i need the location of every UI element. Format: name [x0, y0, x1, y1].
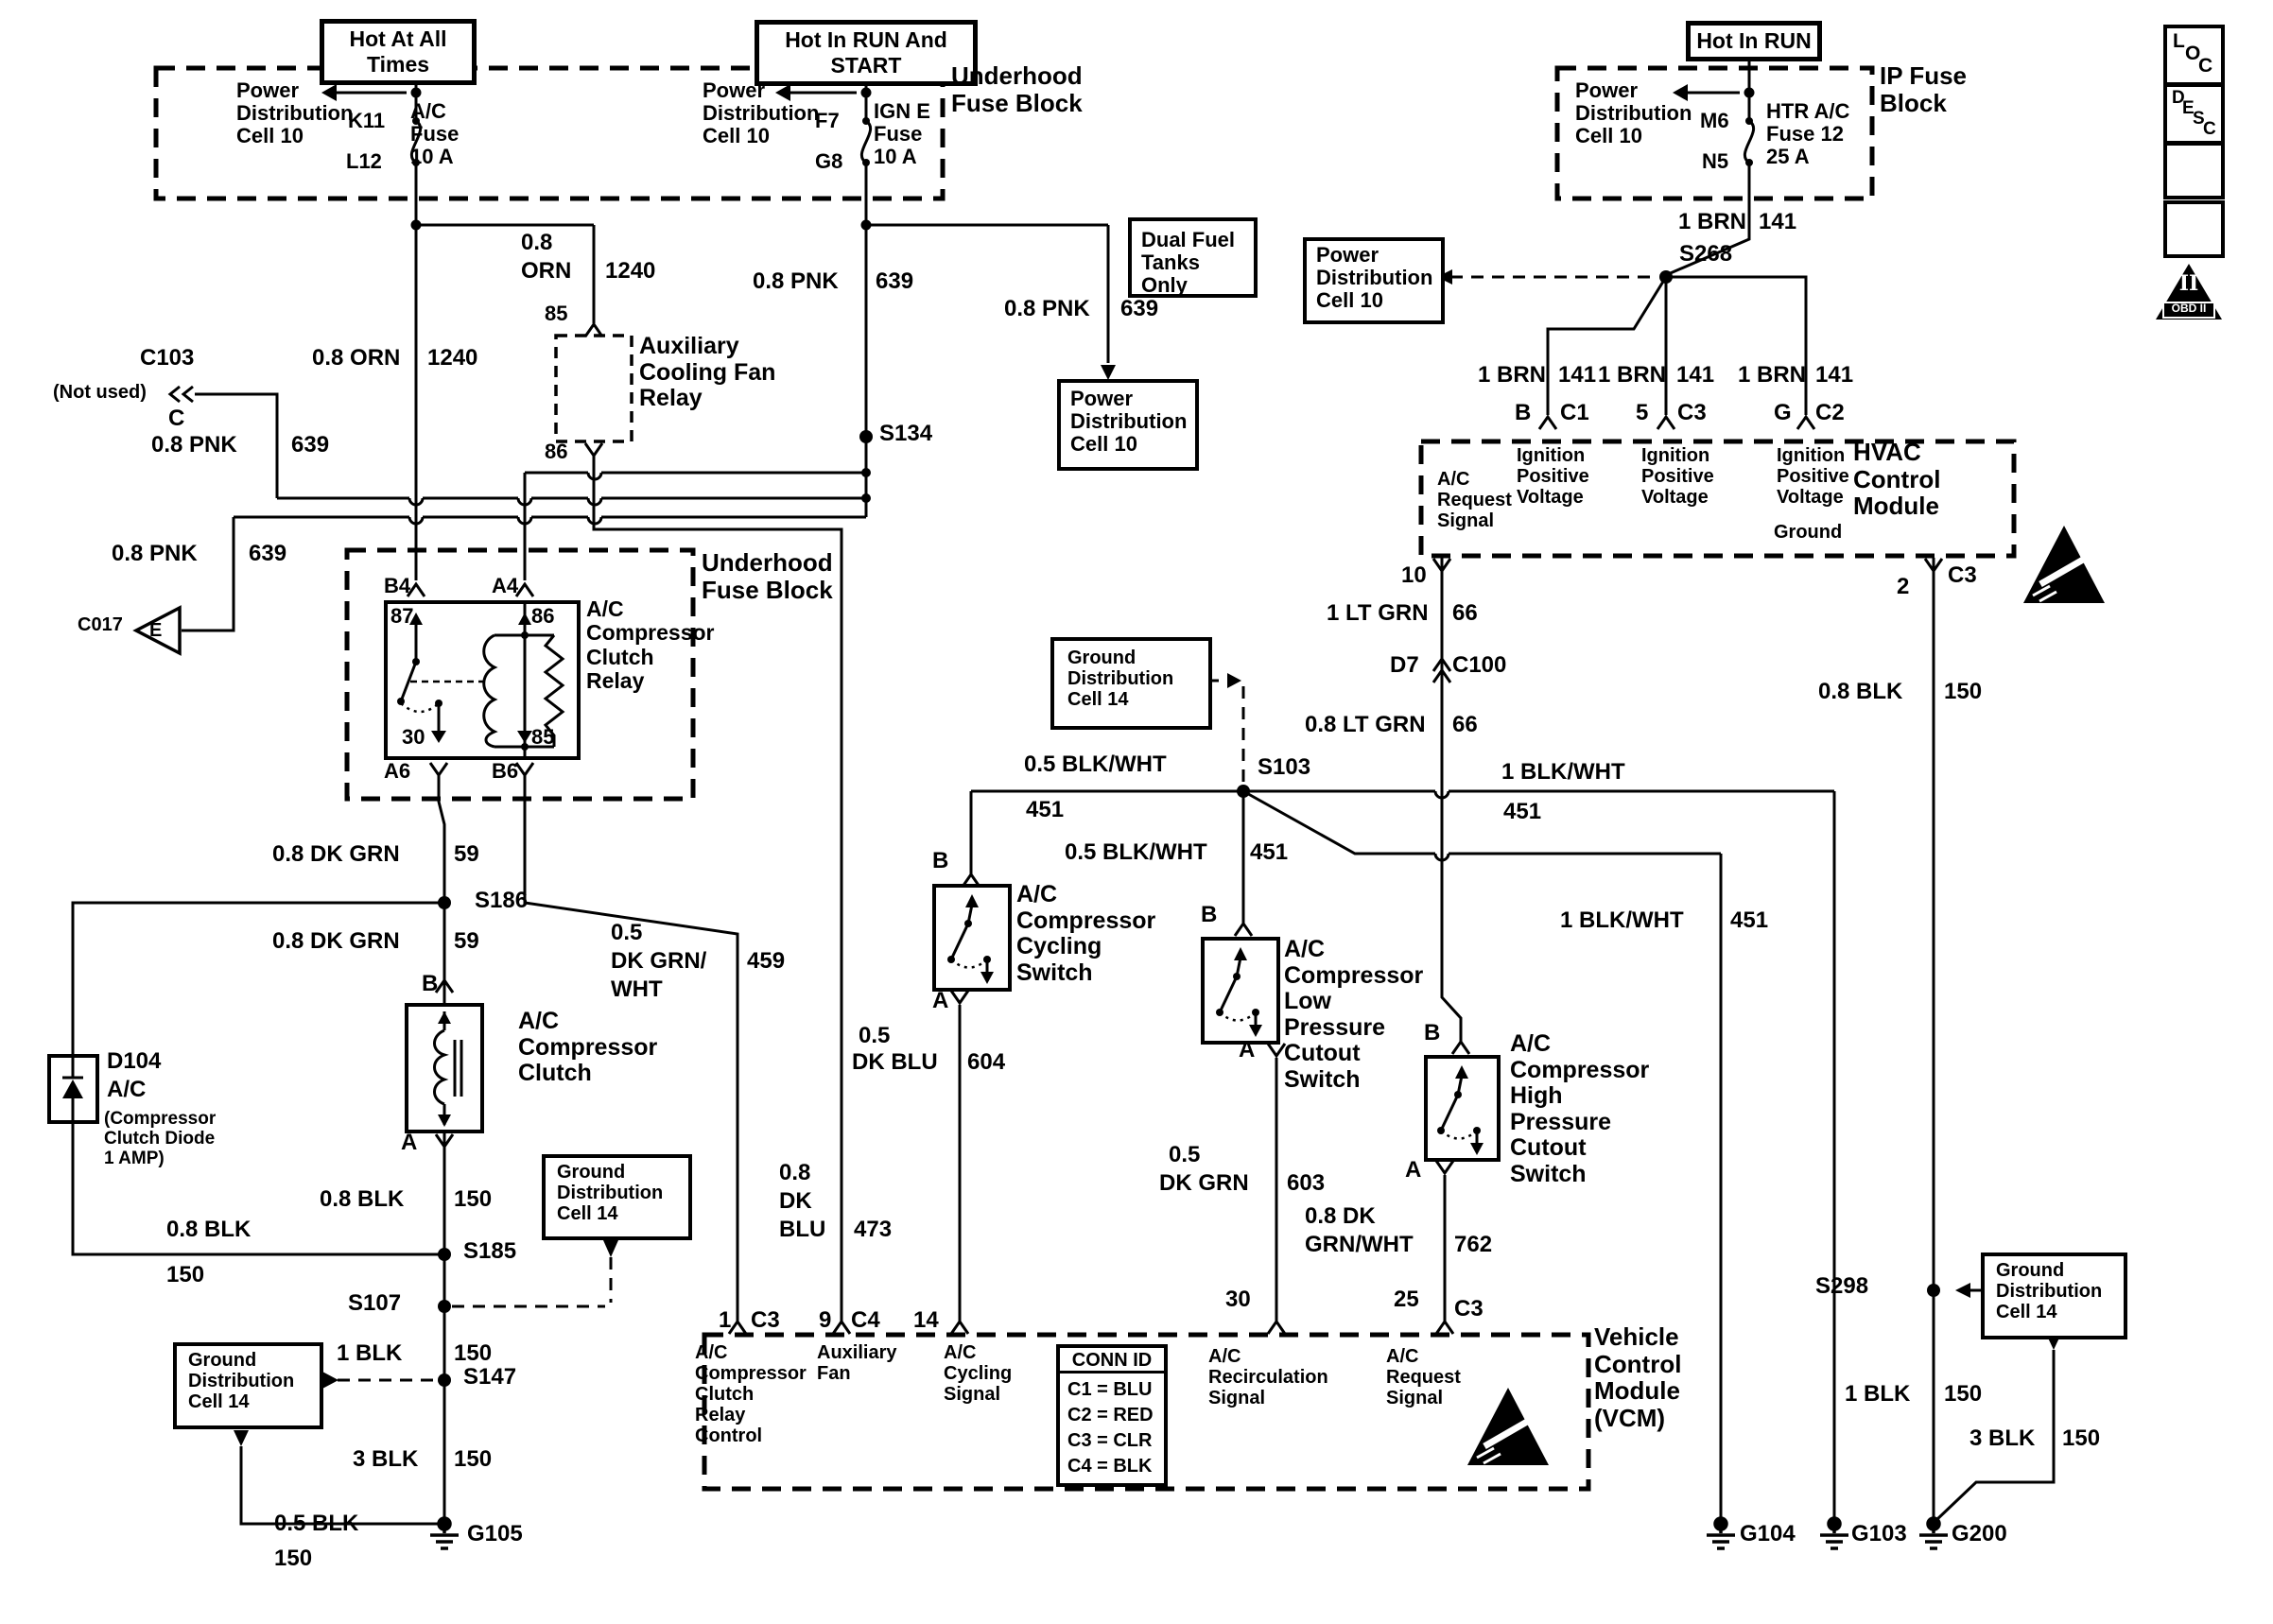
- underhood-fuse-block-label: Underhood Fuse Block: [951, 61, 1083, 117]
- obd-ii-numeral: II: [2178, 271, 2199, 296]
- hot-at-all-times-header: Hot At All Times: [320, 19, 477, 85]
- forward-button[interactable]: [2163, 142, 2225, 199]
- vcm-pin-25: 25: [1394, 1287, 1419, 1312]
- ground-dist-box-mid: [542, 1154, 692, 1240]
- fuse-symbols: [411, 121, 1753, 163]
- ac-clutch-relay-label: A/C Compressor Clutch Relay: [586, 596, 715, 693]
- module-dashed-boxes: [156, 68, 2014, 1489]
- wire-dkblu-604: DK BLU: [852, 1049, 938, 1075]
- wire-blk-150: 0.5 BLK: [274, 1511, 359, 1536]
- splice-label-s134: S134: [879, 421, 933, 446]
- vcm-pin-9-c4: C4: [851, 1307, 880, 1333]
- wire-dkblu-604: 0.5: [859, 1023, 891, 1048]
- hvac-pin-2-c3: C3: [1948, 562, 1977, 588]
- wire-orn-aux: 0.8: [521, 230, 553, 255]
- connector-label-c103: C103: [140, 345, 195, 371]
- wire-dkgrnwht-459: WHT: [611, 976, 663, 1002]
- wire-dkblu-473: BLU: [779, 1217, 826, 1242]
- wire-brn-141-num: 141: [1558, 362, 1597, 388]
- wire-blk-150: 0.8 BLK: [320, 1186, 405, 1212]
- relay-pin-a4: A4: [492, 574, 519, 597]
- diode-desc: (Compressor Clutch Diode 1 AMP): [104, 1109, 217, 1168]
- hvac-module-label: HVAC Control Module: [1853, 438, 1941, 521]
- hvac-pin-c2: C2: [1815, 400, 1845, 425]
- cycling-switch-label: A/C Compressor Cycling Switch: [1016, 881, 1156, 986]
- high-pressure-switch-label: A/C Compressor High Pressure Cutout Switch: [1510, 1030, 1650, 1187]
- ground-label-g200: G200: [1952, 1521, 2007, 1546]
- aux-cooling-fan-relay-label: Auxiliary Cooling Fan Relay: [639, 333, 776, 411]
- wire-blk-150-num: 150: [1944, 1381, 1983, 1407]
- desc-letter: E: [2182, 98, 2195, 118]
- splice-label-s147: S147: [463, 1364, 517, 1390]
- wire-ltgrn-66-num: 66: [1452, 712, 1478, 737]
- hvac-ign-voltage: Ignition Positive Voltage: [1641, 445, 1714, 508]
- ground-dist-box-left: [173, 1342, 323, 1429]
- vcm-pin-25-c3: C3: [1454, 1296, 1484, 1322]
- power-dist-ref: Power Distribution Cell 10: [236, 78, 354, 148]
- splice-s103: [1237, 785, 1250, 798]
- splice-s298: [1927, 1284, 1940, 1297]
- fuse-htr-bottom-pin: N5: [1702, 149, 1729, 173]
- wire-blkwht-451-num: 451: [1730, 907, 1769, 933]
- wire-blk-150-num: 150: [454, 1446, 493, 1472]
- esd-icon-hvac: [2023, 526, 2105, 603]
- wire-dkblu-604-num: 604: [967, 1049, 1006, 1075]
- relay-pin-86: 86: [531, 604, 555, 628]
- gd-left-arrow: [234, 1430, 249, 1446]
- loc-letter: C: [2198, 55, 2213, 77]
- obd-ii-label: OBD II: [2171, 302, 2207, 315]
- ground-label-g104: G104: [1740, 1521, 1796, 1546]
- connector-c017-terminal: E: [149, 620, 163, 641]
- s103-ref-arrow: [1227, 673, 1241, 688]
- vcm-recirc-signal: A/C Recirculation Signal: [1208, 1346, 1328, 1408]
- hvac-pin-g: G: [1774, 400, 1792, 425]
- wire-dkgrn-59-num: 59: [454, 841, 479, 867]
- hot-in-run-and-start-header: Hot In RUN And START: [755, 20, 978, 86]
- splice-label-s185: S185: [463, 1238, 517, 1264]
- wire-pnk-639: 0.8 PNK: [112, 541, 198, 566]
- power-dist-label: Power Distribution Cell 10: [1316, 243, 1433, 313]
- wire-blk-150-num: 150: [2062, 1425, 2101, 1451]
- aux-relay-pin-85: 85: [545, 302, 568, 325]
- relay-pin-87: 87: [390, 604, 414, 628]
- s107-ref-arrow: [603, 1240, 618, 1257]
- aux-cooling-fan-relay-box: [556, 336, 632, 441]
- ground-dist-label: Ground Distribution Cell 14: [1067, 648, 1174, 710]
- conn-id-title: CONN ID: [1060, 1350, 1164, 1373]
- aux-relay-pin-86: 86: [545, 440, 568, 463]
- dual-fuel-arrow: [1101, 365, 1116, 380]
- wire-blkwht-451-num: 451: [1250, 839, 1289, 865]
- wire-blk-150: 1 BLK: [1845, 1381, 1911, 1407]
- fuse-htr-name: HTR A/C Fuse 12 25 A: [1766, 99, 1850, 169]
- dual-fuel-box: [1128, 217, 1258, 298]
- ground-dist-label: Ground Distribution Cell 14: [1996, 1260, 2103, 1322]
- wire-pnk-639: 0.8 PNK: [1004, 296, 1090, 321]
- wire-brn-141-num: 141: [1759, 209, 1797, 234]
- cycling-switch-pin-a: A: [932, 988, 949, 1013]
- wire-dkgrnwht-762-num: 762: [1454, 1232, 1493, 1257]
- vcm-relay-control: A/C Compressor Clutch Relay Control: [695, 1342, 807, 1446]
- hvac-ign-voltage: Ignition Positive Voltage: [1777, 445, 1849, 508]
- vcm-request-signal: A/C Request Signal: [1386, 1346, 1461, 1408]
- wire-brn-141: 1 BRN: [1678, 209, 1747, 234]
- wire-dkgrn-59-num: 59: [454, 928, 479, 954]
- diode-id: D104: [107, 1048, 162, 1074]
- ground-g200: [1919, 1518, 1948, 1548]
- wire-pnk-639-num: 639: [876, 268, 914, 294]
- wire-blkwht-451-num: 451: [1026, 797, 1065, 822]
- wire-pnk-639-num: 639: [291, 432, 330, 458]
- conn-id-row: C2 = RED: [1067, 1405, 1154, 1425]
- wire-ltgrn-66: 1 LT GRN: [1327, 600, 1429, 626]
- splice-s134: [859, 430, 873, 443]
- wire-pnk-639: 0.8 PNK: [753, 268, 839, 294]
- wire-pnk-639-num: 639: [249, 541, 287, 566]
- wire-brn-141: 1 BRN: [1598, 362, 1667, 388]
- wire-blkwht-451: 1 BLK/WHT: [1501, 759, 1625, 785]
- loc-letter: O: [2185, 43, 2201, 64]
- hvac-pin-c3: C3: [1677, 400, 1707, 425]
- wire-pnk-639-num: 639: [1120, 296, 1159, 321]
- connector-c103-note: (Not used): [53, 382, 147, 403]
- hot-in-run-header: Hot In RUN: [1686, 21, 1822, 61]
- relay-pin-85: 85: [531, 725, 555, 749]
- wire-dkgrnwht-459: DK GRN/: [611, 948, 707, 974]
- hvac-ign-voltage: Ignition Positive Voltage: [1517, 445, 1589, 508]
- wire-ltgrn-66: 0.8 LT GRN: [1305, 712, 1426, 737]
- wire-blkwht-451: 1 BLK/WHT: [1560, 907, 1684, 933]
- cycling-switch-pin-b: B: [932, 848, 949, 873]
- ground-label-g105: G105: [467, 1521, 523, 1546]
- desc-letter: C: [2203, 119, 2216, 139]
- conn-id-row: C3 = CLR: [1067, 1430, 1153, 1451]
- wire-ltgrn-66-num: 66: [1452, 600, 1478, 626]
- wire-blk-150-num: 150: [274, 1546, 313, 1571]
- desc-letter: D: [2172, 88, 2185, 108]
- low-pressure-switch-pin-b: B: [1201, 902, 1218, 927]
- fuse-ac-name: A/C Fuse 10 A: [410, 99, 460, 169]
- vcm-module-label: Vehicle Control Module (VCM): [1594, 1322, 1682, 1432]
- splice-s107: [438, 1300, 451, 1313]
- splice-s185: [438, 1248, 451, 1261]
- relay-pin-30: 30: [402, 725, 425, 749]
- power-dist-box-s268: [1303, 237, 1445, 324]
- wire-dkgrn-603-num: 603: [1287, 1170, 1326, 1196]
- wire-blk-150-num: 150: [166, 1262, 205, 1287]
- wire-brn-141-num: 141: [1676, 362, 1715, 388]
- vcm-pin-9: 9: [819, 1307, 832, 1333]
- ip-fuse-block-label: IP Fuse Block: [1880, 61, 1968, 117]
- ground-dist-box-s298: [1981, 1253, 2127, 1339]
- splice-label-s107: S107: [348, 1290, 402, 1316]
- vcm-pin-30: 30: [1225, 1287, 1251, 1312]
- dual-fuel-label: Dual Fuel Tanks Only: [1141, 228, 1236, 298]
- fuse-ign-bottom-pin: G8: [815, 149, 843, 173]
- wire-brn-141: 1 BRN: [1478, 362, 1547, 388]
- relay-pin-b6: B6: [492, 759, 519, 783]
- wire-blk-150: 0.8 BLK: [166, 1217, 252, 1242]
- ground-symbols: [430, 1518, 1948, 1548]
- ground-label-g103: G103: [1851, 1521, 1907, 1546]
- ground-g104: [1707, 1518, 1735, 1548]
- hvac-request-signal: A/C Request Signal: [1437, 469, 1512, 531]
- wire-orn-aux-num: 1240: [605, 258, 656, 284]
- fuse-ac-bottom-pin: L12: [346, 149, 382, 173]
- wire-dkgrn-603: 0.5: [1169, 1142, 1201, 1167]
- wire-blk-150: 0.8 BLK: [1818, 679, 1903, 704]
- power-dist-ref: Power Distribution Cell 10: [703, 78, 820, 148]
- back-button[interactable]: [2163, 200, 2225, 258]
- wire-dkgrnwht-459: 0.5: [611, 920, 643, 945]
- connector-c100-terminal: D7: [1390, 652, 1419, 678]
- low-pressure-switch-label: A/C Compressor Low Pressure Cutout Switch: [1284, 936, 1424, 1093]
- wire-blk-150-num: 150: [454, 1340, 493, 1366]
- hvac-pin-2: 2: [1897, 574, 1910, 599]
- component-boxes: [49, 602, 1499, 1160]
- wire-blkwht-451-num: 451: [1503, 799, 1542, 824]
- wire-brn-141-num: 141: [1815, 362, 1854, 388]
- clutch-pin-b: B: [422, 971, 439, 996]
- wire-dkblu-473: 0.8: [779, 1160, 811, 1185]
- wire-orn-1240-num: 1240: [427, 345, 478, 371]
- wire-dkgrnwht-459-num: 459: [747, 948, 786, 974]
- wire-blkwht-451: 0.5 BLK/WHT: [1024, 752, 1167, 777]
- wire-blk-150: 3 BLK: [1969, 1425, 2036, 1451]
- conn-id-row: C4 = BLK: [1067, 1456, 1153, 1477]
- wire-dkgrnwht-762: 0.8 DK: [1305, 1203, 1376, 1229]
- wire-blkwht-451: 0.5 BLK/WHT: [1065, 839, 1207, 865]
- wire-orn-aux: ORN: [521, 258, 572, 284]
- splice-s147: [438, 1373, 451, 1387]
- fuse-ac-top-pin: K11: [348, 109, 386, 132]
- power-dist-label: Power Distribution Cell 10: [1070, 387, 1188, 457]
- wire-blk-150-num: 150: [1944, 679, 1983, 704]
- wire-pnk-639: 0.8 PNK: [151, 432, 237, 458]
- splice-label-s186: S186: [475, 888, 529, 913]
- splice-label-s103: S103: [1258, 754, 1311, 780]
- hvac-pin-10: 10: [1401, 562, 1427, 588]
- desc-button[interactable]: [2163, 83, 2225, 145]
- loc-letter: L: [2173, 30, 2185, 52]
- s298-ref-arrow: [1955, 1283, 1970, 1298]
- ac-compressor-clutch-label: A/C Compressor Clutch: [518, 1008, 658, 1086]
- power-dist-ref: Power Distribution Cell 10: [1575, 78, 1692, 148]
- fuse-ign-name: IGN E Fuse 10 A: [874, 99, 930, 169]
- splice-s186: [438, 896, 451, 909]
- relay-pin-a6: A6: [384, 759, 411, 783]
- clutch-pin-a: A: [401, 1130, 418, 1155]
- ground-dist-label: Ground Distribution Cell 14: [557, 1162, 664, 1224]
- wire-blk-150: 3 BLK: [353, 1446, 419, 1472]
- wire-dkblu-473: DK: [779, 1188, 812, 1214]
- wire-blk-150: 1 BLK: [337, 1340, 403, 1366]
- high-pressure-switch-pin-a: A: [1405, 1157, 1422, 1183]
- wire-blk-150-num: 150: [454, 1186, 493, 1212]
- splice-s268: [1659, 270, 1673, 284]
- fuse-htr-top-pin: M6: [1700, 109, 1729, 132]
- hvac-pin-b: B: [1515, 400, 1532, 425]
- vcm-cycling-signal: A/C Cycling Signal: [944, 1342, 1013, 1405]
- splice-label-s298: S298: [1815, 1273, 1869, 1299]
- underhood-fuse-block2-label: Underhood Fuse Block: [702, 548, 833, 604]
- desc-letter: S: [2193, 109, 2205, 129]
- ground-g103: [1820, 1518, 1848, 1548]
- relay-pin-b4: B4: [384, 574, 411, 597]
- esd-icon-vcm: [1467, 1388, 1549, 1465]
- fuse-ign-top-pin: F7: [815, 109, 840, 132]
- power-dist-box-dual: [1057, 379, 1199, 471]
- s147-ref-arrow: [322, 1372, 338, 1389]
- splice-label-s268: S268: [1679, 241, 1733, 267]
- high-pressure-switch-pin-b: B: [1424, 1020, 1441, 1045]
- hvac-ground: Ground: [1774, 522, 1843, 543]
- wire-dkblu-473-num: 473: [854, 1217, 893, 1242]
- wire-orn-1240: 0.8 ORN: [312, 345, 401, 371]
- wire-dkgrn-59: 0.8 DK GRN: [272, 841, 400, 867]
- wire-brn-141: 1 BRN: [1738, 362, 1807, 388]
- hvac-pin-c1: C1: [1560, 400, 1589, 425]
- vcm-aux-fan: Auxiliary Fan: [817, 1342, 897, 1384]
- vcm-pin-1: 1: [719, 1307, 732, 1333]
- connector-label-c100: C100: [1452, 652, 1507, 678]
- vcm-pin-1-c3: C3: [751, 1307, 780, 1333]
- conn-id-row: C1 = BLU: [1067, 1379, 1153, 1400]
- wire-dkgrn-603: DK GRN: [1159, 1170, 1249, 1196]
- connector-label-c017: C017: [78, 614, 123, 635]
- ground-dist-box-s103: [1050, 637, 1212, 730]
- wire-dkgrnwht-762: GRN/WHT: [1305, 1232, 1414, 1257]
- hvac-pin-5: 5: [1636, 400, 1649, 425]
- ground-dist-label: Ground Distribution Cell 14: [188, 1350, 295, 1412]
- diode-sub: A/C: [107, 1077, 147, 1102]
- conn-id-table: [1056, 1344, 1168, 1487]
- vcm-pin-14: 14: [913, 1307, 939, 1333]
- connector-c103-terminal: C: [168, 406, 185, 431]
- loc-button[interactable]: [2163, 25, 2225, 86]
- low-pressure-switch-pin-a: A: [1239, 1037, 1256, 1063]
- wire-dkgrn-59: 0.8 DK GRN: [272, 928, 400, 954]
